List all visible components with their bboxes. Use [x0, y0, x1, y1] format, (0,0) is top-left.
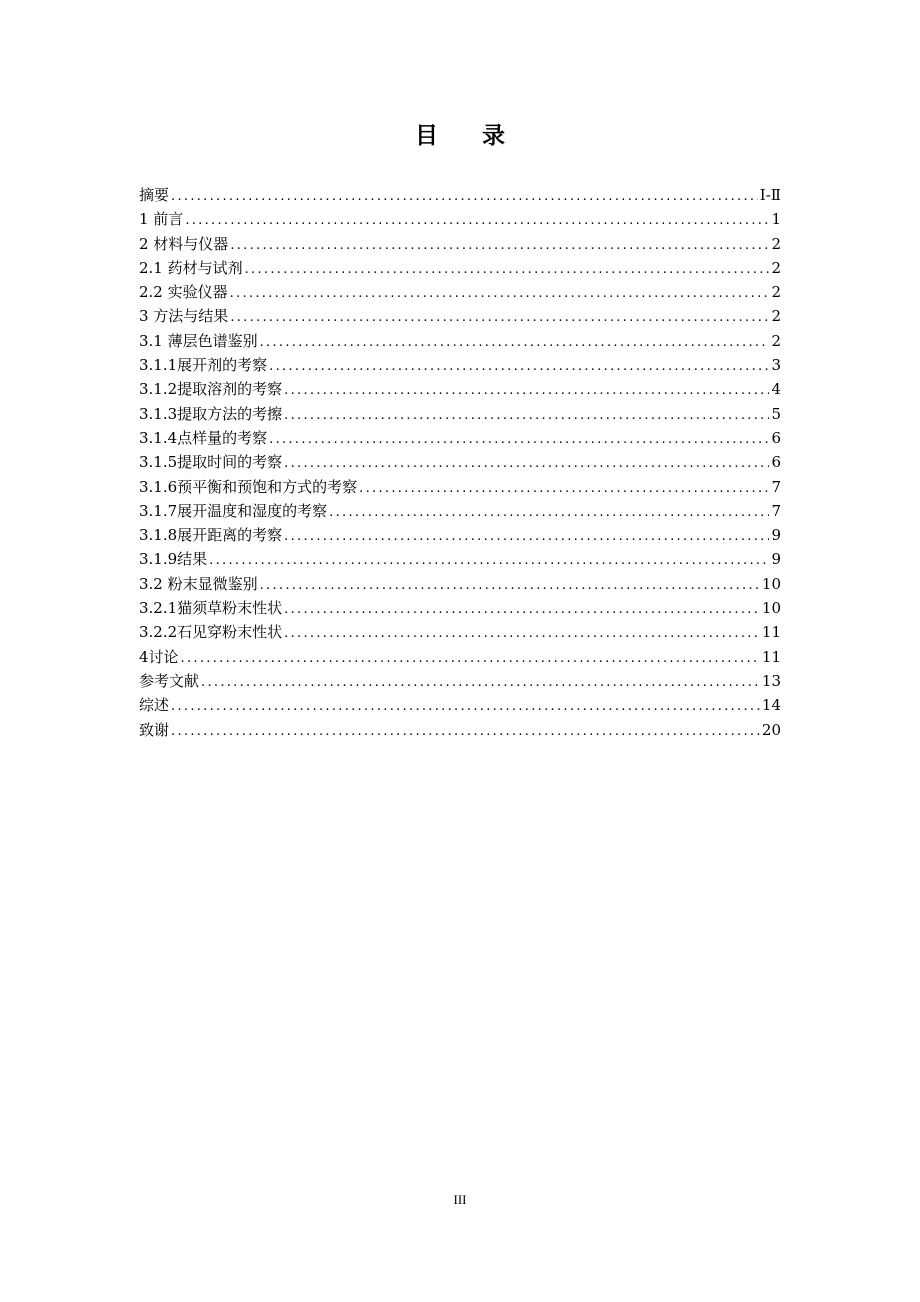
toc-entry[interactable]: [139, 304, 781, 328]
toc-dot-leader: [359, 477, 769, 501]
toc-entry-label: 3.1.2提取溶剂的考察: [139, 380, 283, 399]
toc-entry-page: 11: [761, 623, 781, 642]
toc-entry-label: 3.1.9结果: [139, 550, 208, 569]
toc-entry-label: 3.2.1猫须草粉末性状: [139, 599, 283, 618]
toc-dot-leader: [284, 404, 769, 428]
toc-entry-page: 2: [771, 331, 781, 350]
toc-entry-page: 2: [771, 258, 781, 277]
toc-entry-label: 1 前言: [139, 210, 184, 229]
toc-entry[interactable]: [139, 596, 781, 620]
page-number: III: [453, 1192, 467, 1207]
toc-dot-leader: [284, 622, 760, 646]
toc-entry[interactable]: [139, 426, 781, 450]
toc-entry-label: 3.1.7展开温度和湿度的考察: [139, 501, 328, 520]
toc-entry-page: 9: [771, 526, 781, 545]
toc-dot-leader: [181, 647, 760, 671]
toc-dot-leader: [329, 501, 769, 525]
toc-dot-leader: [230, 306, 769, 330]
toc-dot-leader: [245, 258, 770, 282]
toc-dot-leader: [284, 525, 769, 549]
toc-dot-leader: [230, 282, 770, 306]
toc-entry-label: 3.1.8展开距离的考察: [139, 526, 283, 545]
toc-entry[interactable]: [139, 523, 781, 547]
toc-entry[interactable]: [139, 280, 781, 304]
toc-entry-label: 3.1 薄层色谱鉴别: [139, 331, 258, 350]
toc-entry-label: 综述: [139, 696, 170, 715]
toc-entry-label: 3 方法与结果: [139, 307, 229, 326]
toc-entry[interactable]: [139, 718, 781, 742]
toc-entry[interactable]: [139, 693, 781, 717]
toc-entry-label: 2.1 药材与试剂: [139, 258, 243, 277]
toc-dot-leader: [171, 185, 758, 209]
toc-entry-page: 6: [771, 453, 781, 472]
toc-entry-page: 4: [771, 380, 781, 399]
toc-entry[interactable]: [139, 183, 781, 207]
toc-entry-page: 7: [771, 501, 781, 520]
toc-entry[interactable]: [139, 645, 781, 669]
toc-dot-leader: [284, 452, 769, 476]
toc-entry-label: 致谢: [139, 720, 170, 739]
page-title: 目录: [415, 123, 549, 149]
toc-entry-label: 2.2 实验仪器: [139, 283, 228, 302]
toc-entry-label: 3.1.3提取方法的考擦: [139, 404, 283, 423]
toc-dot-leader: [260, 574, 760, 598]
toc-entry-page: 13: [761, 671, 781, 690]
toc-dot-leader: [185, 209, 769, 233]
toc-entry-label: 3.2.2石见穿粉末性状: [139, 623, 283, 642]
toc-entry-label: 4讨论: [139, 647, 179, 666]
toc-entry-label: 3.1.5提取时间的考察: [139, 453, 283, 472]
toc-entry-page: 10: [761, 574, 781, 593]
toc-entry-page: 14: [761, 696, 781, 715]
toc-entry-page: 5: [771, 404, 781, 423]
toc-entry-page: 2: [771, 307, 781, 326]
toc-entry[interactable]: [139, 620, 781, 644]
toc-entry[interactable]: [139, 207, 781, 231]
toc-entry[interactable]: [139, 353, 781, 377]
toc-entry-label: 参考文献: [139, 671, 200, 690]
toc-entry[interactable]: [139, 669, 781, 693]
toc-entry-page: 10: [761, 599, 781, 618]
toc-dot-leader: [201, 671, 760, 695]
toc-entry-label: 3.1.6预平衡和预饱和方式的考察: [139, 477, 358, 496]
toc-dot-leader: [260, 331, 770, 355]
toc-entry-page: 2: [771, 234, 781, 253]
toc-dot-leader: [269, 428, 769, 452]
toc-entry-page: 6: [771, 428, 781, 447]
toc-dot-leader: [284, 598, 760, 622]
toc-entry-page: 11: [761, 647, 781, 666]
toc-entry-page: Ⅰ-Ⅱ: [759, 186, 781, 204]
toc-entry[interactable]: [139, 402, 781, 426]
toc-entry[interactable]: [139, 232, 781, 256]
toc-entry-page: 7: [771, 477, 781, 496]
toc-dot-leader: [284, 379, 769, 403]
toc-entry-label: 2 材料与仪器: [139, 234, 229, 253]
toc-dot-leader: [171, 695, 760, 719]
toc-entry-label: 3.1.1展开剂的考察: [139, 356, 268, 375]
toc-entry[interactable]: [139, 499, 781, 523]
toc-entry[interactable]: [139, 572, 781, 596]
toc-entry-label: 摘要: [139, 186, 170, 204]
toc-entry-page: 2: [771, 283, 781, 302]
toc-entry-label: 3.1.4点样量的考察: [139, 428, 268, 447]
toc-entry[interactable]: [139, 377, 781, 401]
toc-entry[interactable]: [139, 475, 781, 499]
table-of-contents: [139, 183, 781, 742]
toc-dot-leader: [209, 549, 769, 573]
toc-entry-label: 3.2 粉末显微鉴别: [139, 574, 258, 593]
toc-entry[interactable]: [139, 547, 781, 571]
toc-entry[interactable]: [139, 256, 781, 280]
toc-dot-leader: [269, 355, 769, 379]
toc-entry-page: 3: [771, 356, 781, 375]
toc-entry[interactable]: [139, 450, 781, 474]
toc-entry-page: 9: [771, 550, 781, 569]
toc-entry-page: 20: [761, 720, 781, 739]
toc-dot-leader: [230, 234, 769, 258]
toc-dot-leader: [171, 720, 760, 744]
toc-entry[interactable]: [139, 329, 781, 353]
toc-entry-page: 1: [771, 210, 781, 229]
